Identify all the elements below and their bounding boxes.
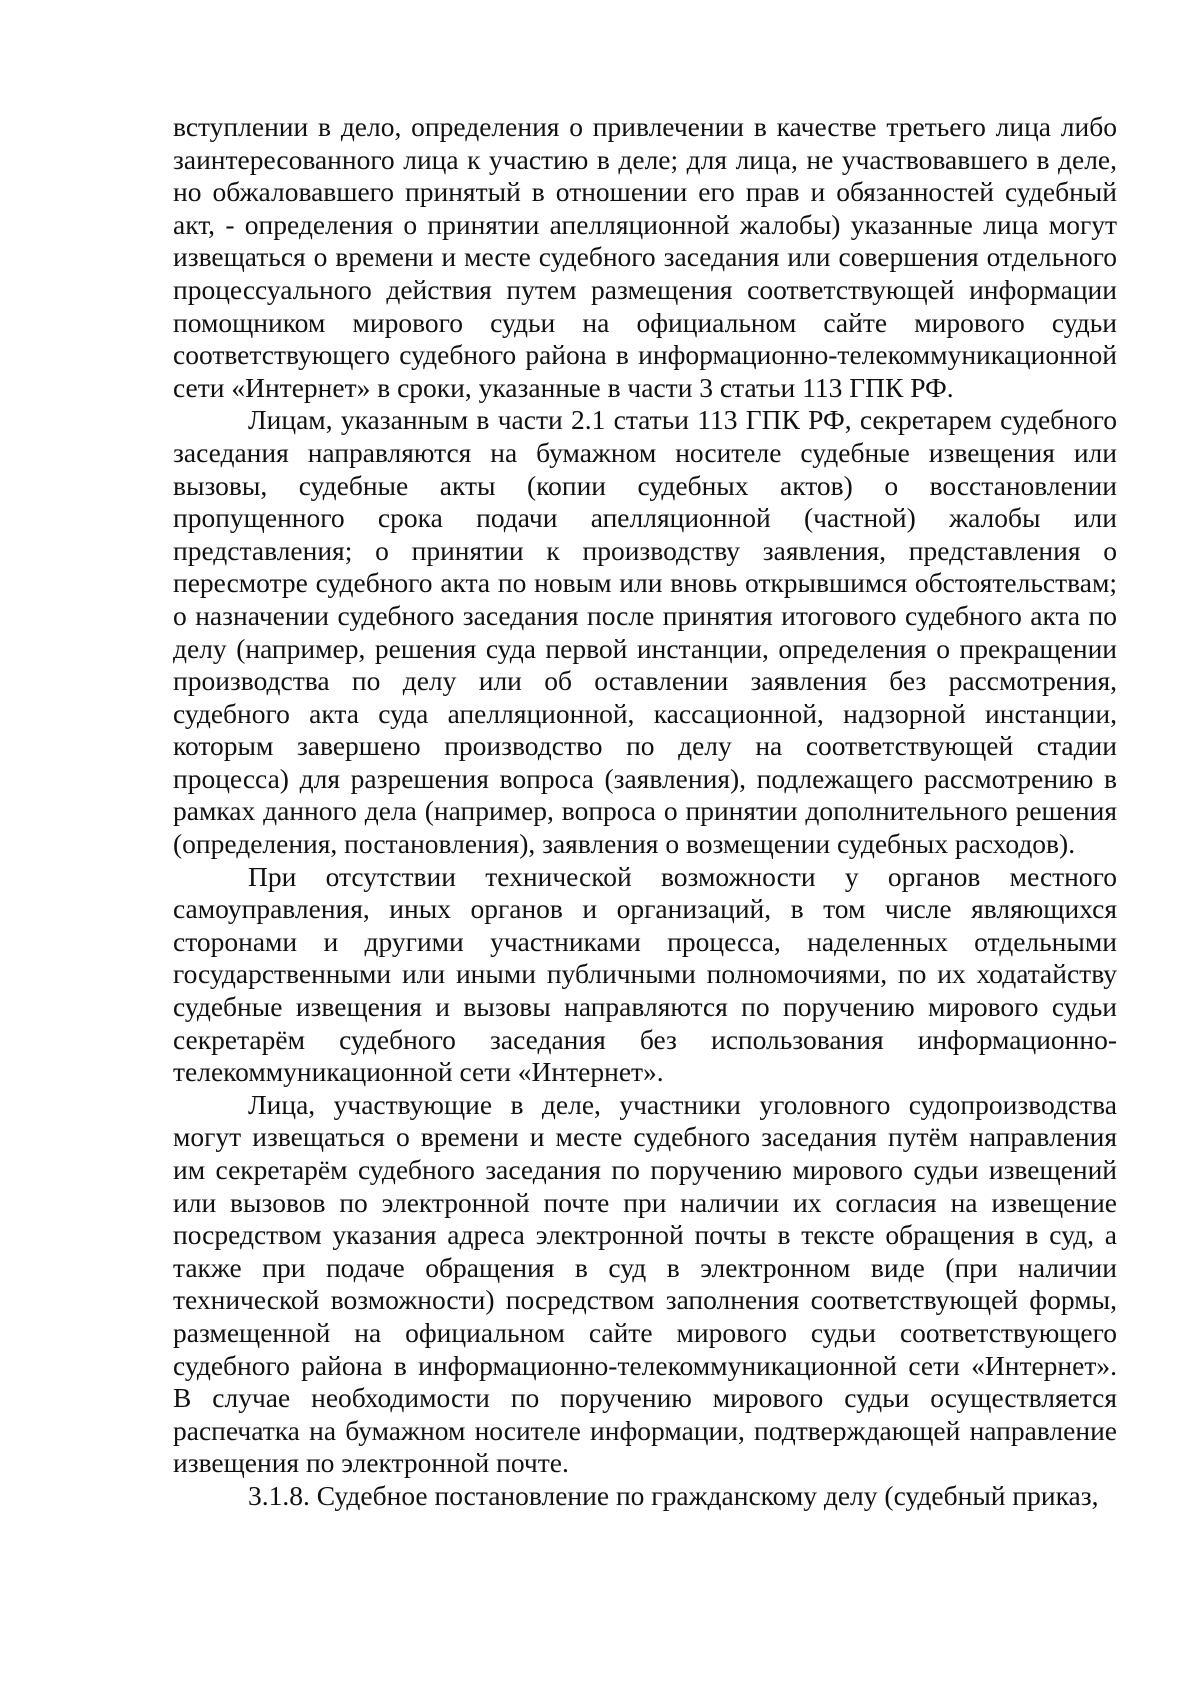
paragraph-continuation: вступлении в дело, определения о привлечении в качестве третьего лица либо заинтересованного лица к участию в деле; для лица, не участвовавшего в деле, но обжаловавшего принятый в отношении его прав и обязанностей судебный акт, - определения о принятии апелляционной жалобы) указанные лица могут извещаться о времени и месте судебного заседания или совершения отдельного процессуального действия путем размещения соответствующей информации помощником мирового судьи на официальном сайте мирового судьи соответствующего судебного района в информационно-телекоммуникационной сети «Интернет» в сроки, указанные в части 3 статьи 113 ГПК РФ. — [173, 111, 1117, 403]
paragraph-email-notification: Лица, участвующие в деле, участники уголовного судопроизводства могут извещаться о времени и месте судебного заседания путём направления им секретарём судебного заседания по поручению мирового судьи извещений или вызовов по электронной почте при наличии их согласия на извещение посредством указания адреса электронной почты в тексте обращения в суд, а также при подаче обращения в суд в электронном виде (при наличии технической возможности) посредством заполнения соответствующей формы, размещенной на официальном сайте мирового судьи соответствующего судебного района в информационно-телекоммуникационной сети «Интернет». В случае необходимости по поручению мирового судьи осуществляется распечатка на бумажном носителе информации, подтверждающей направление извещения по электронной почте. — [173, 1088, 1117, 1479]
paragraph-no-technical-capability: При отсутствии технической возможности у органов местного самоуправления, иных органов и организаций, в том числе являющихся сторонами и другими участниками процесса, наделенных отдельными государственными или иными публичными полномочиями, по их ходатайству судебные извещения и вызовы направляются по поручению мирового судьи секретарём судебного заседания без использования информационно-телекоммуникационной сети «Интернет». — [173, 860, 1117, 1088]
document-body — [173, 111, 1117, 1513]
paragraph-paper-notices: Лицам, указанным в части 2.1 статьи 113 ГПК РФ, секретарем судебного заседания направляются на бумажном носителе судебные извещения или вызовы, судебные акты (копии судебных актов) о восстановлении пропущенного срока подачи апелляционной (частной) жалобы или представления; о принятии к производству заявления, представления о пересмотре судебного акта по новым или вновь открывшимся обстоятельствам; о назначении судебного заседания после принятия итогового судебного акта по делу (например, решения суда первой инстанции, определения о прекращении производства по делу или об оставлении заявления без рассмотрения, судебного акта суда апелляционной, кассационной, надзорной инстанции, которым завершено производство по делу на соответствующей стадии процесса) для разрешения вопроса (заявления), подлежащего рассмотрению в рамках данного дела (например, вопроса о принятии дополнительного решения (определения, постановления), заявления о возмещении судебных расходов). — [173, 404, 1117, 860]
paragraph-section-3-1-8: 3.1.8. Судебное постановление по гражданскому делу (судебный приказ, — [248, 1479, 1099, 1511]
